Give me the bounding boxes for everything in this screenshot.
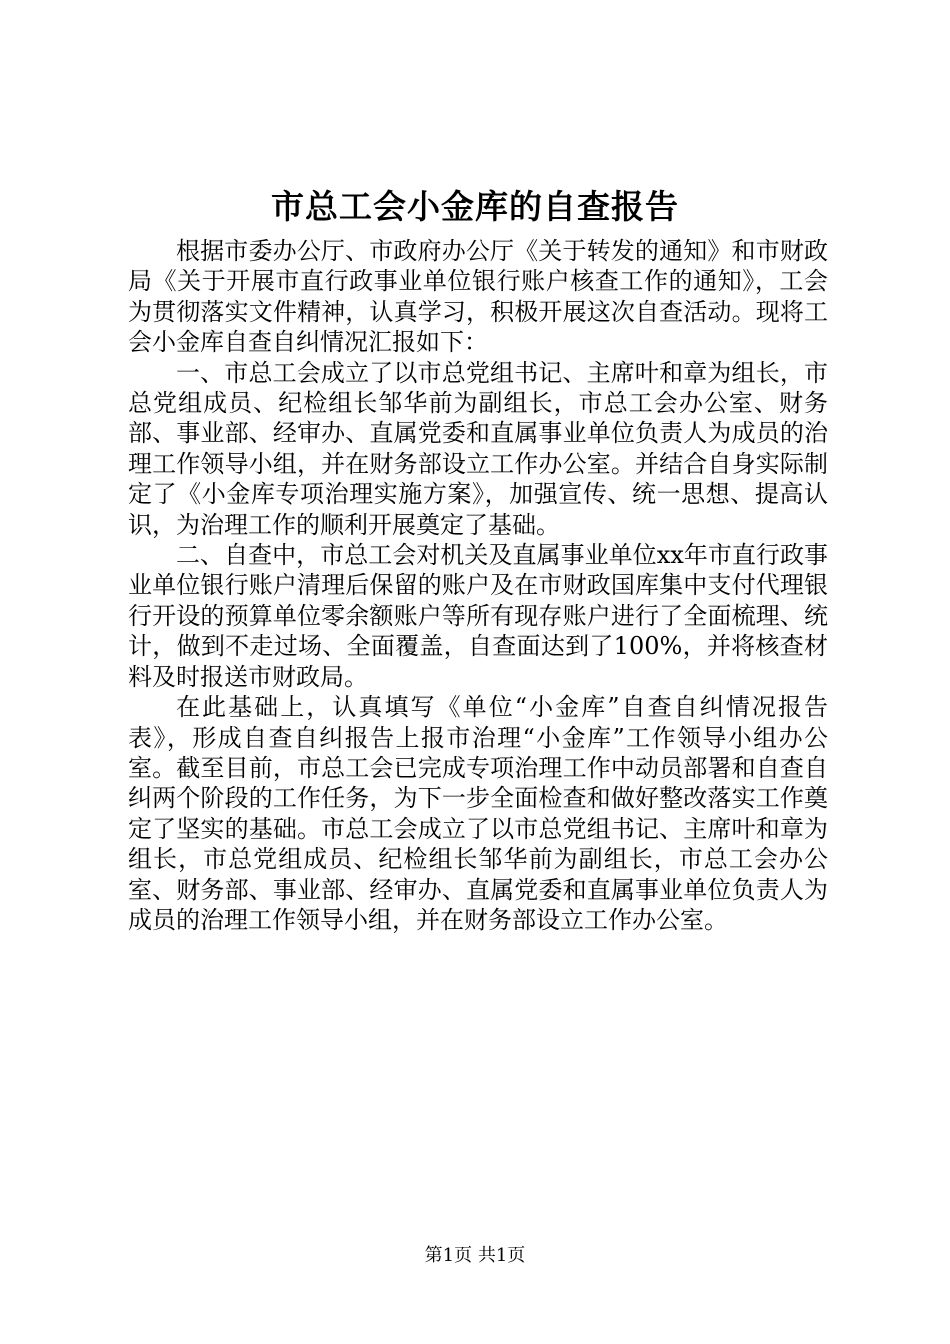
document-title: 市总工会小金库的自查报告 [271, 187, 679, 226]
document-body [128, 236, 828, 935]
paragraph-conclusion: 在此基础上，认真填写《单位“小金库”自查自纠情况报告表》，形成自查自纠报告上报市治理“小金库”工作领导小组办公室。截至目前，市总工会已完成专项治理工作中动员部署和自查自纠两个阶段的工作任务，为下一步全面检查和做好整改落实工作奠定了坚实的基础。市总工会成立了以市总党组书记、主席叶和章为组长，市总党组成员、纪检组长邹华前为副组长，市总工会办公室、财务部、事业部、经审办、直属党委和直属事业单位负责人为成员的治理工作领导小组，并在财务部设立工作办公室。 [128, 693, 828, 934]
page-number-footer: 第1页 共1页 [424, 1245, 526, 1266]
paragraph-intro: 根据市委办公厅、市政府办公厅《关于转发的通知》和市财政局《关于开展市直行政事业单位银行账户核查工作的通知》，工会为贯彻落实文件精神，认真学习，积极开展这次自查活动。现将工会小金库自查自纠情况汇报如下： [128, 237, 828, 357]
paragraph-section-two: 二、自查中，市总工会对机关及直属事业单位xx年市直行政事业单位银行账户清理后保留的账户及在市财政国库集中支付代理银行开设的预算单位零余额账户等所有现存账户进行了全面梳理、统计，做到不走过场、全面覆盖，自查面达到了100%，并将核查材料及时报送市财政局。 [128, 541, 828, 691]
paragraph-section-one: 一、市总工会成立了以市总党组书记、主席叶和章为组长，市总党组成员、纪检组长邹华前为副组长，市总工会办公室、财务部、事业部、经审办、直属党委和直属事业单位负责人为成员的治理工作领导小组，并在财务部设立工作办公室。并结合自身实际制定了《小金库专项治理实施方案》，加强宣传、统一思想、提高认识，为治理工作的顺利开展奠定了基础。 [128, 358, 828, 539]
